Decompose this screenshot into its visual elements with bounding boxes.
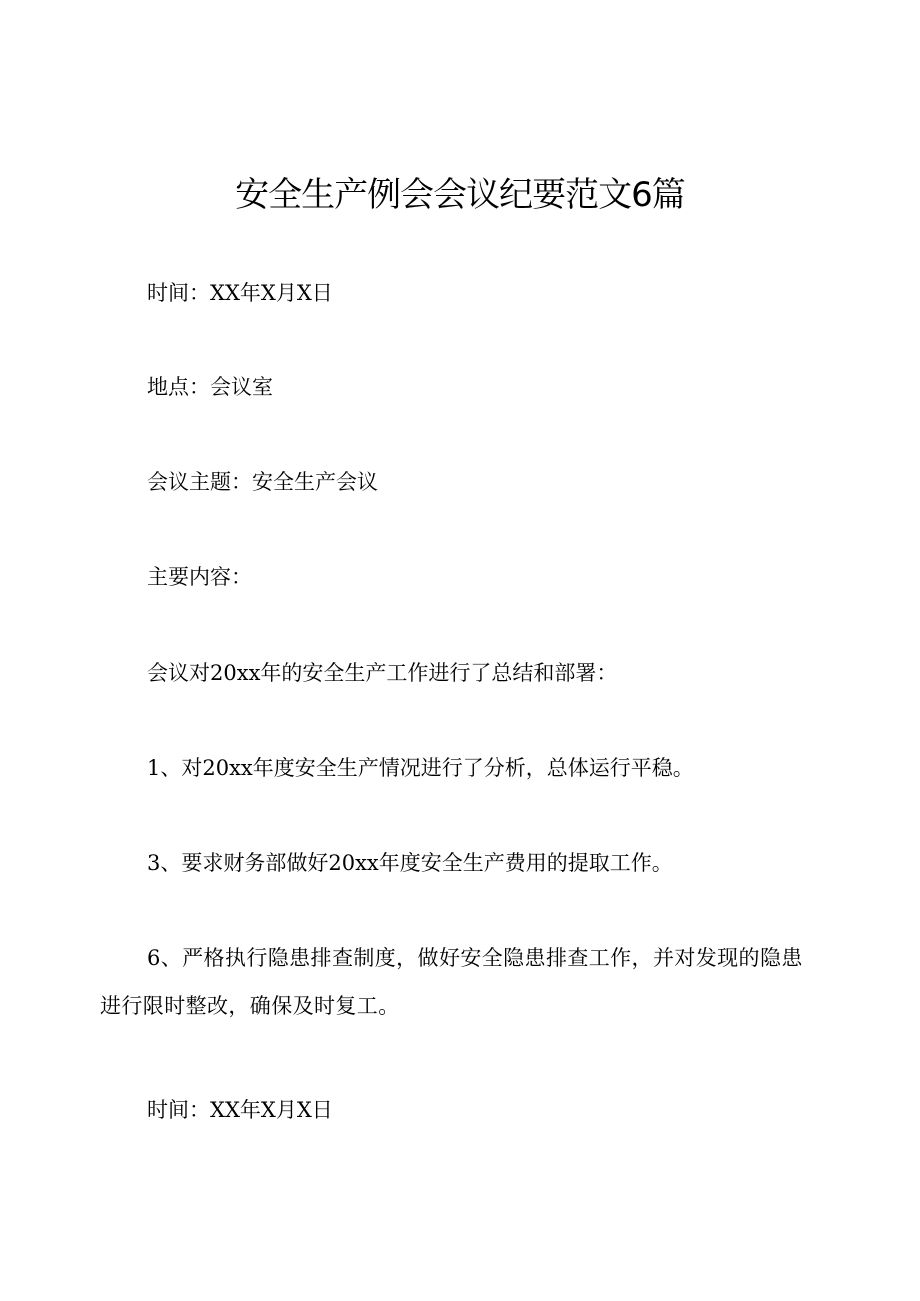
item-6-paragraph: 6、严格执行隐患排查制度，做好安全隐患排查工作，并对发现的隐患进行限时整改，确保及时复工。 [100,946,803,1018]
meeting-location-line: 地点：会议室 [147,375,273,399]
item-1-line: 1、对20xx年度安全生产情况进行了分析，总体运行平稳。 [147,756,694,780]
meeting-time-line-2: 时间：XX年X月X日 [147,1098,333,1122]
main-content-heading: 主要内容： [147,565,252,589]
item-3-line: 3、要求财务部做好20xx年度安全生产费用的提取工作。 [147,851,673,875]
summary-line: 会议对20xx年的安全生产工作进行了总结和部署： [147,661,618,685]
meeting-topic-line: 会议主题：安全生产会议 [147,470,378,494]
meeting-time-line: 时间：XX年X月X日 [147,281,333,305]
document-title: 安全生产例会会议纪要范文6篇 [235,175,685,215]
